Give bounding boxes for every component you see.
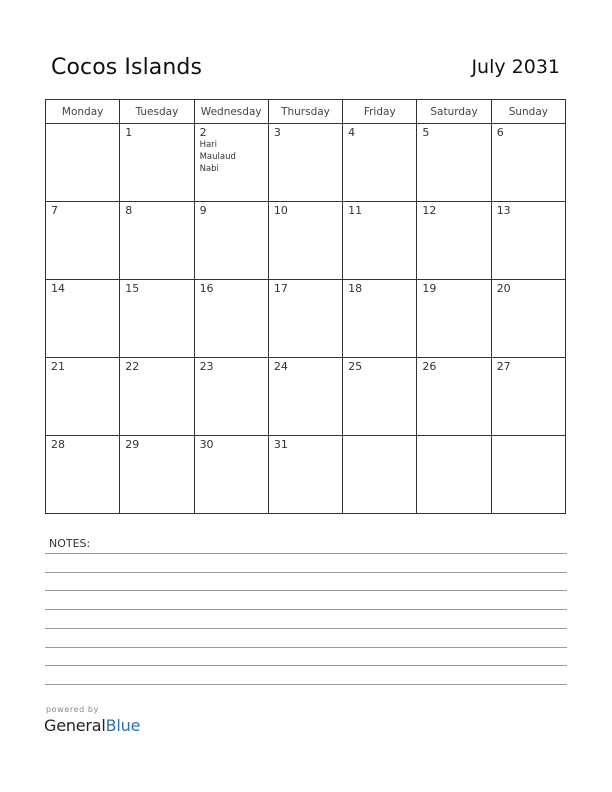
day-number: 16 (199, 282, 214, 295)
day-number: 31 (273, 438, 288, 451)
day-cell (417, 124, 491, 202)
week-row (46, 124, 566, 202)
day-number: 11 (348, 204, 363, 217)
day-number: 18 (348, 282, 363, 295)
day-cell (194, 280, 268, 358)
day-cell (120, 202, 194, 280)
note-line (45, 590, 567, 591)
day-number: 14 (51, 282, 65, 295)
day-cell (491, 124, 565, 202)
day-cell (343, 358, 417, 436)
note-line (45, 647, 567, 648)
logo-text-blue: Blue (105, 716, 141, 735)
note-line (45, 572, 567, 573)
day-cell (46, 280, 120, 358)
calendar-grid (45, 99, 566, 514)
day-cell (417, 202, 491, 280)
day-cell (417, 436, 491, 514)
calendar-month: July 2031 (471, 56, 560, 78)
calendar-body (46, 124, 566, 514)
day-cell (120, 280, 194, 358)
week-row (46, 280, 566, 358)
day-number: 20 (496, 282, 511, 295)
day-cell (417, 358, 491, 436)
day-cell (268, 202, 342, 280)
day-cell (343, 202, 417, 280)
day-number: 1 (125, 126, 133, 139)
weekday-tuesday: Tuesday (120, 100, 194, 124)
day-number: 13 (496, 204, 511, 217)
week-row (46, 436, 566, 514)
day-cell (343, 280, 417, 358)
day-number: 15 (125, 282, 140, 295)
week-row (46, 358, 566, 436)
day-number: 24 (273, 360, 288, 373)
weekday-header-row (46, 100, 566, 124)
day-cell (417, 280, 491, 358)
day-cell (268, 124, 342, 202)
note-line (45, 665, 567, 666)
holiday-label: Hari Maulaud Nabi (199, 140, 236, 174)
weekday-friday: Friday (343, 100, 417, 124)
weekday-thursday: Thursday (268, 100, 342, 124)
weekday-wednesday: Wednesday (194, 100, 268, 124)
note-line (45, 553, 567, 554)
day-cell (46, 202, 120, 280)
day-cell (268, 280, 342, 358)
day-number: 7 (51, 204, 58, 217)
day-number: 8 (125, 204, 133, 217)
day-cell (491, 436, 565, 514)
week-row (46, 202, 566, 280)
day-cell (268, 358, 342, 436)
day-number: 17 (273, 282, 288, 295)
weekday-monday: Monday (46, 100, 120, 124)
day-cell (491, 202, 565, 280)
day-cell (46, 358, 120, 436)
day-number: 4 (348, 126, 356, 139)
day-cell (491, 358, 565, 436)
day-number: 19 (422, 282, 437, 295)
day-cell (194, 358, 268, 436)
day-number: 12 (422, 204, 437, 217)
day-number: 30 (199, 438, 214, 451)
logo-text-general: General (44, 716, 106, 735)
day-cell (46, 124, 120, 202)
day-number: 21 (51, 360, 65, 373)
day-cell (343, 124, 417, 202)
day-cell (46, 436, 120, 514)
day-number: 9 (199, 204, 207, 217)
day-number: 10 (273, 204, 288, 217)
day-number: 29 (125, 438, 140, 451)
day-number: 22 (125, 360, 140, 373)
notes-label: NOTES: (49, 537, 91, 550)
day-cell (268, 436, 342, 514)
note-line (45, 684, 567, 685)
day-cell (120, 358, 194, 436)
day-number: 3 (273, 126, 281, 139)
weekday-saturday: Saturday (417, 100, 491, 124)
note-line (45, 628, 567, 629)
day-number: 5 (422, 126, 430, 139)
generalblue-logo[interactable] (44, 716, 140, 735)
day-number: 26 (422, 360, 437, 373)
day-cell (194, 436, 268, 514)
weekday-sunday: Sunday (491, 100, 565, 124)
day-cell (120, 124, 194, 202)
day-cell (194, 124, 268, 202)
day-number: 25 (348, 360, 363, 373)
day-cell (194, 202, 268, 280)
day-cell (491, 280, 565, 358)
day-number: 2 (199, 126, 207, 139)
day-cell (343, 436, 417, 514)
day-number: 28 (51, 438, 65, 451)
powered-by-text: powered by (46, 705, 99, 714)
calendar-title: Cocos Islands (51, 55, 203, 80)
day-number: 23 (199, 360, 214, 373)
day-cell (120, 436, 194, 514)
day-number: 27 (496, 360, 511, 373)
day-number: 6 (496, 126, 504, 139)
note-line (45, 609, 567, 610)
